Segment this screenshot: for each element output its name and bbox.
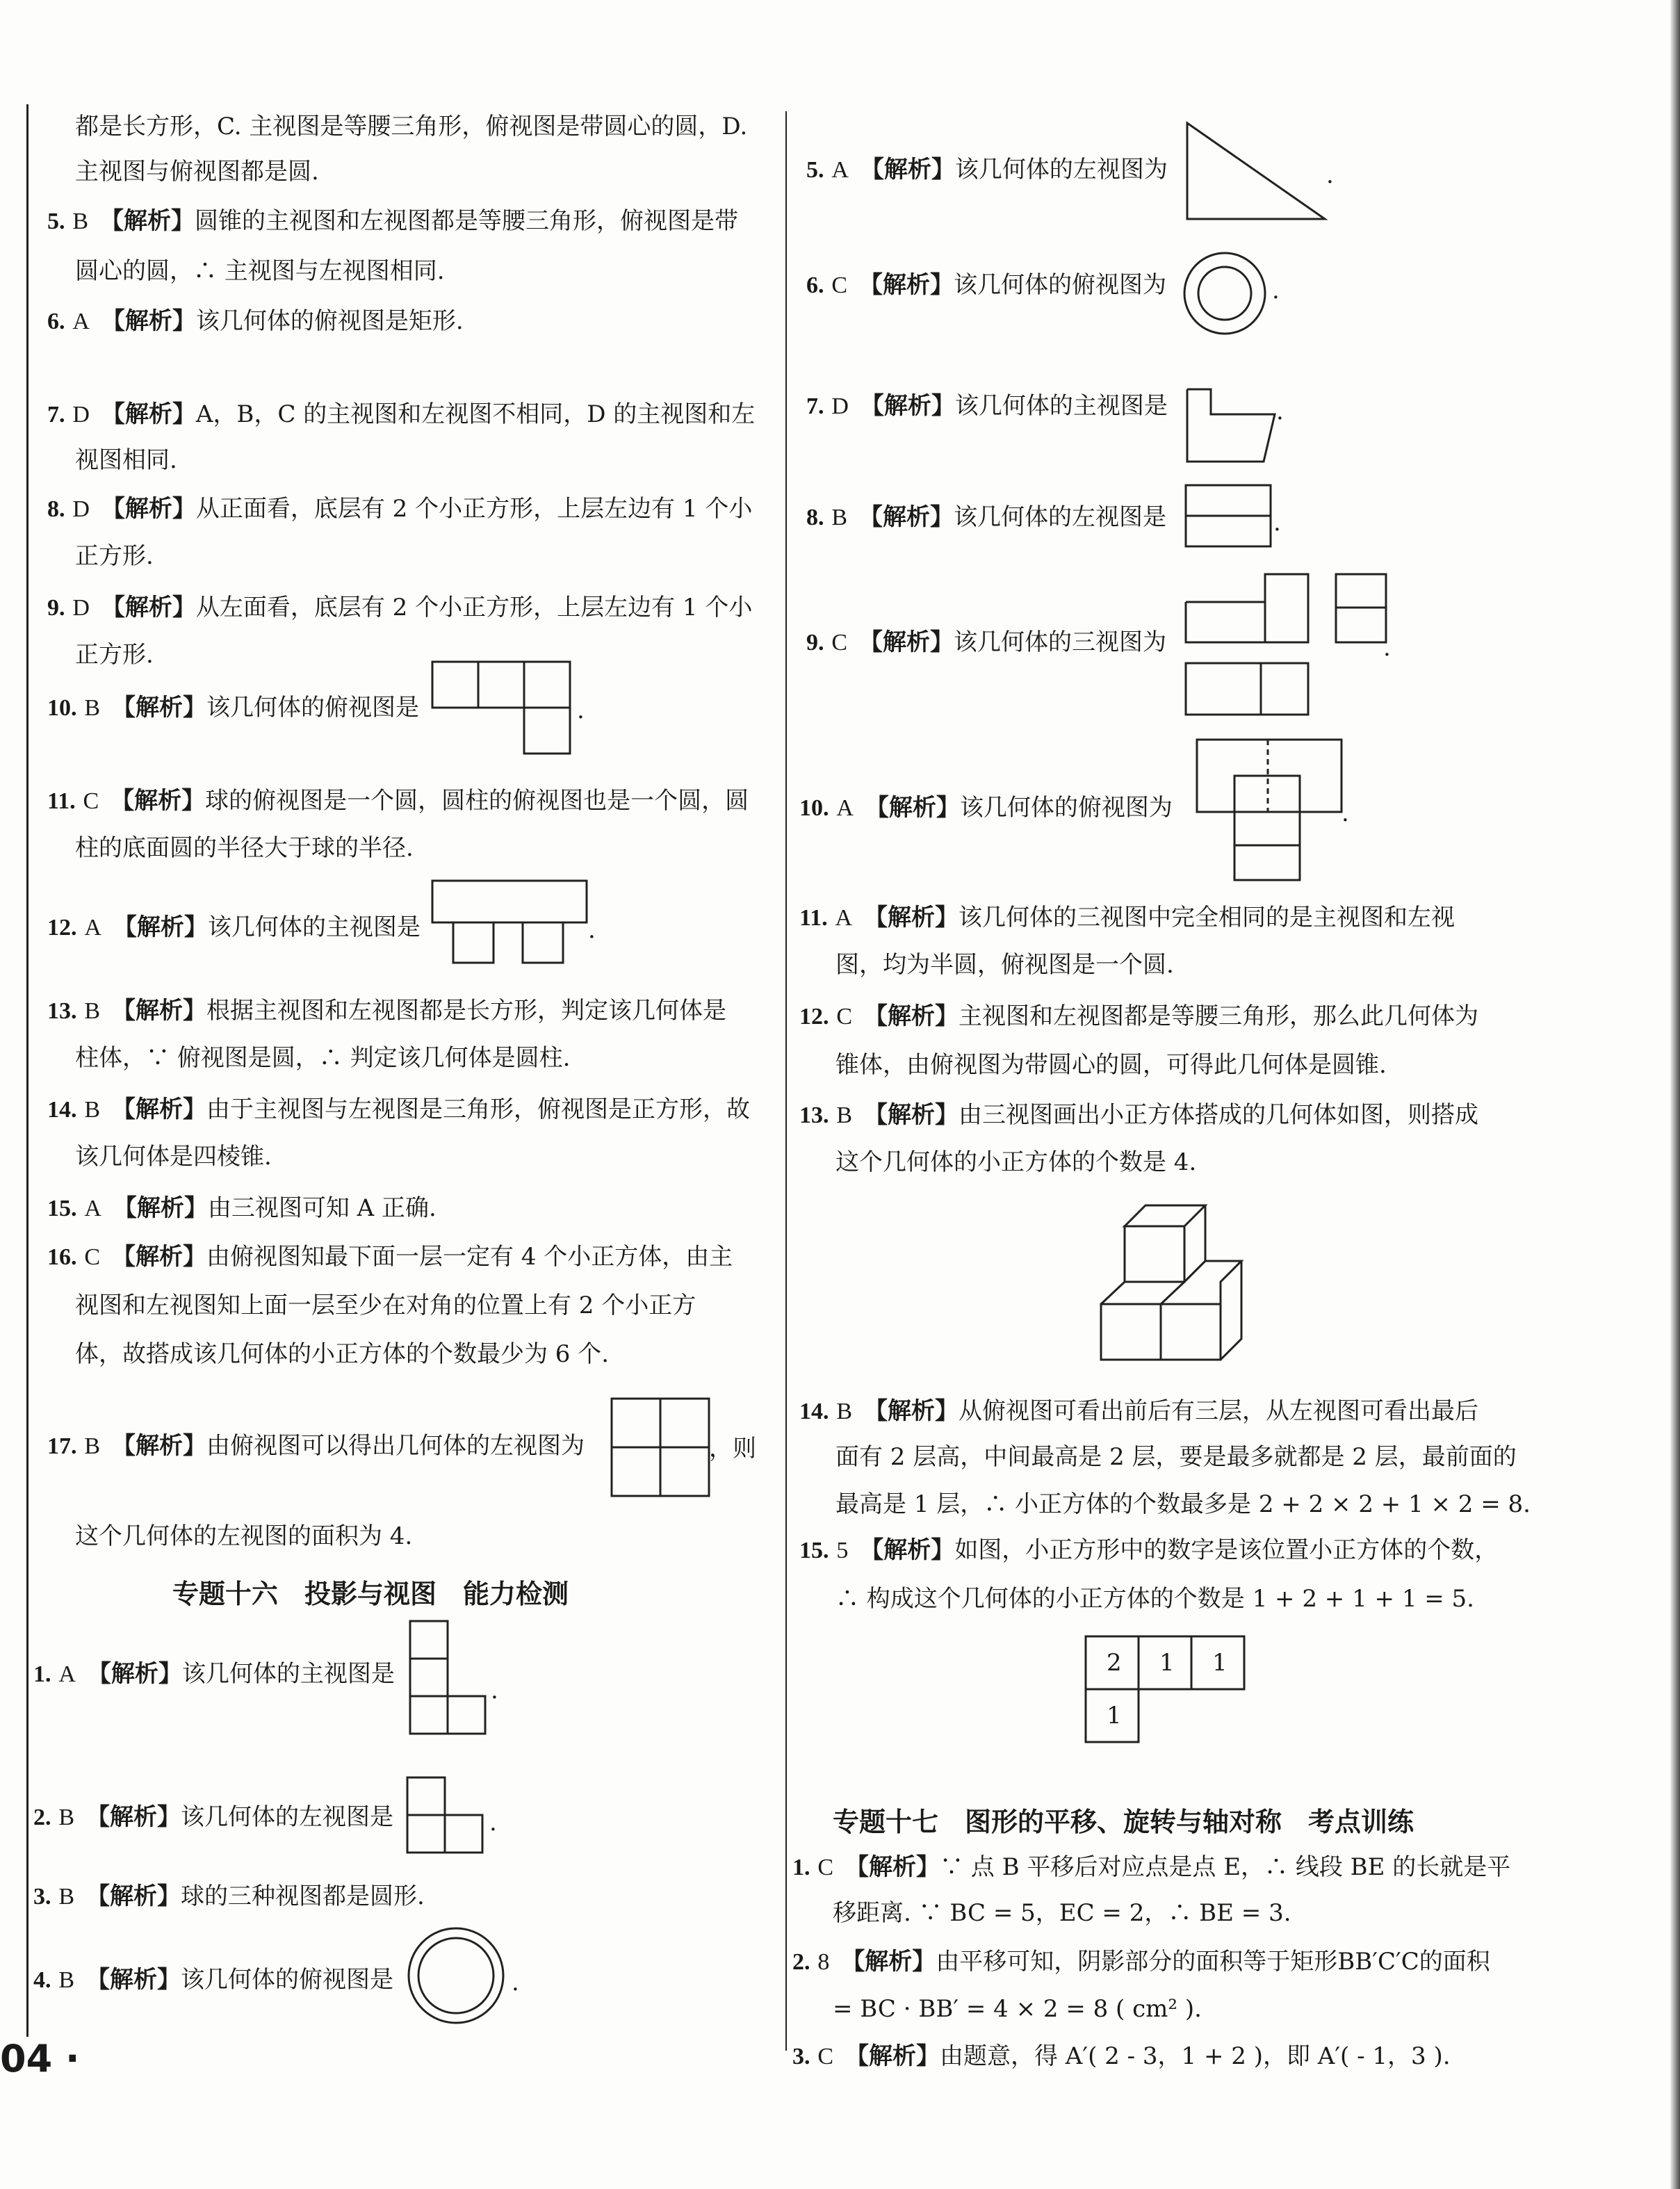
text-line: 都是长方形，C. 主视图是等腰三角形，俯视图是带圆心的圆，D. [75,113,748,140]
text-tail: . [1383,634,1391,662]
text-line: 锥体，由俯视图为带圆心的圆，可得此几何体是圆锥. [835,1051,1387,1079]
text-tail: . [1273,509,1281,537]
answer-item-r6: 6. C 【解析】该几何体的俯视图为 [806,271,1166,299]
text-tail: . [1326,161,1334,189]
answer-item-r8: 8. B 【解析】该几何体的左视图是 [806,503,1166,531]
answer-item-17: 17. B 【解析】由俯视图可以得出几何体的左视图为 [47,1432,585,1460]
answer-item-13: 13. B 【解析】根据主视图和左视图都是长方形，判定该几何体是 [47,997,726,1025]
answer-item-r15: 15. 5 【解析】如图，小正方形中的数字是该位置小正方体的个数， [799,1536,1499,1564]
text-line: 图，均为半圆，俯视图是一个圆. [835,951,1174,979]
column-divider [785,111,787,2051]
text-tail: ，则 [709,1435,756,1463]
text-line: 圆心的圆，∴ 主视图与左视图相同. [75,257,445,285]
text-line: = BC · BB′ = 4 × 2 = 8 ( cm² ). [833,1995,1202,2023]
answer-item-r5: 5. A 【解析】该几何体的左视图为 [806,156,1168,184]
text-line: 移距离. ∵ BC = 5，EC = 2，∴ BE = 3. [833,1899,1291,1927]
text-tail: . [588,916,596,944]
figure-s16-1-front-view [409,1620,492,1752]
answer-item-5: 5. B 【解析】圆锥的主视图和左视图都是等腰三角形，俯视图是带 [47,207,738,235]
answer-item-r7: 7. D 【解析】该几何体的主视图是 [806,392,1168,420]
answer-item-16: 16. C 【解析】由俯视图知最下面一层一定有 4 个小正方体，由主 [47,1243,733,1271]
text-line: ∴ 构成这个几何体的小正方体的个数是 1 + 2 + 1 + 1 = 5. [835,1585,1474,1613]
answer-item-s17-3: 3. C 【解析】由题意，得 A′( 2 - 3，1 + 2 )，即 A′( - 1，3 ). [792,2042,1451,2070]
text-tail: . [1272,277,1280,304]
page-number: 04 · [0,2037,80,2081]
answer-item-8: 8. D 【解析】从正面看，底层有 2 个小正方形，上层左边有 1 个小 [47,495,753,523]
text-tail: . [577,697,585,724]
answer-item-10: 10. B 【解析】该几何体的俯视图是 [47,694,419,722]
text-tail: . [491,1677,498,1704]
text-tail: . [489,1809,497,1837]
figure-r13-cube-stack [1097,1193,1250,1367]
text-line: 正方形. [75,641,154,669]
section-heading-16: 专题十六 投影与视图 能力检测 [172,1579,569,1609]
answer-item-12: 12. A 【解析】该几何体的主视图是 [47,913,421,941]
text-line: 柱体，∵ 俯视图是圆，∴ 判定该几何体是圆柱. [75,1044,571,1072]
answer-item-r10: 10. A 【解析】该几何体的俯视图为 [799,794,1173,822]
answer-item-s16-4: 4. B 【解析】该几何体的俯视图是 [33,1966,393,1994]
answer-item-r13: 13. B 【解析】由三视图画出小正方体搭成的几何体如图，则搭成 [799,1101,1478,1129]
answer-item-s16-3: 3. B 【解析】球的三种视图都是圆形. [33,1882,425,1910]
answer-item-6: 6. A 【解析】该几何体的俯视图是矩形. [47,307,464,335]
text-line: 该几何体是四棱锥. [75,1143,272,1171]
section-heading-17: 专题十七 图形的平移、旋转与轴对称 考点训练 [833,1807,1414,1837]
figure-10-top-view [431,660,584,758]
text-line: 体，故搭成该几何体的小正方体的个数最少为 6 个. [75,1340,610,1368]
text-line: 视图和左视图知上面一层至少在对角的位置上有 2 个小正方 [75,1292,696,1319]
figure-17-left-view [610,1397,715,1502]
answer-item-11: 11. C 【解析】球的俯视图是一个圆，圆柱的俯视图也是一个圆，圆 [47,787,749,815]
text-line: 视图相同. [75,446,177,474]
grid-number: 2 [1107,1649,1122,1677]
figure-r10-top-view [1196,738,1348,884]
answer-item-9: 9. D 【解析】从左面看，底层有 2 个小正方形，上层左边有 1 个小 [47,594,753,621]
answer-item-14: 14. B 【解析】由于主视图与左视图是三角形，俯视图是正方形，故 [47,1096,750,1123]
figure-s16-4-top-view [406,1926,510,2030]
text-tail: . [1341,799,1349,827]
text-tail: . [1276,398,1284,425]
answer-item-s17-1: 1. C 【解析】∵ 点 B 平移后对应点是点 E，∴ 线段 BE 的长就是平 [792,1853,1511,1881]
figure-r8-left-view [1184,484,1275,551]
answer-item-7: 7. D 【解析】A，B，C 的主视图和左视图不相同，D 的主视图和左 [47,400,756,428]
figure-s16-2-left-view [406,1776,489,1860]
figure-12-front-view [431,879,598,977]
answer-item-r11: 11. A 【解析】该几何体的三视图中完全相同的是主视图和左视 [799,904,1455,931]
answer-item-r14: 14. B 【解析】从俯视图可看出前后有三层，从左视图可看出最后 [799,1397,1478,1425]
text-line: 面有 2 层高，中间最高是 2 层，要是最多就都是 2 层，最前面的 [835,1443,1517,1471]
text-line: 主视图与俯视图都是圆. [75,158,319,186]
figure-r7-front-view [1186,388,1283,464]
figure-r5-left-view [1186,122,1332,226]
text-line: 最高是 1 层，∴ 小正方体的个数最多是 2 + 2 × 2 + 1 × 2 = 8. [835,1490,1531,1518]
grid-number: 1 [1107,1702,1122,1730]
left-margin-rule [26,104,28,2037]
answer-item-s16-2: 2. B 【解析】该几何体的左视图是 [33,1803,393,1831]
figure-r6-top-view [1182,250,1272,341]
answer-item-s17-2: 2. 8 【解析】由平移可知，阴影部分的面积等于矩形BB′C′C的面积 [792,1948,1490,1976]
text-line: 正方形. [75,542,154,570]
text-line: 这个几何体的左视图的面积为 4. [75,1522,413,1550]
answer-item-r9: 9. C 【解析】该几何体的三视图为 [806,628,1166,656]
text-line: 这个几何体的小正方体的个数是 4. [835,1148,1197,1176]
answer-item-s16-1: 1. A 【解析】该几何体的主视图是 [33,1660,395,1688]
page-edge-shadow [1670,0,1680,2189]
text-line: 柱的底面圆的半径大于球的半径. [75,834,414,862]
figure-r9-three-views [1184,573,1393,719]
answer-item-r12: 12. C 【解析】主视图和左视图都是等腰三角形，那么此几何体为 [799,1002,1478,1030]
grid-number: 1 [1212,1649,1228,1677]
answer-item-15: 15. A 【解析】由三视图可知 A 正确. [47,1194,437,1222]
text-tail: . [512,1969,519,1996]
grid-number: 1 [1159,1649,1175,1677]
